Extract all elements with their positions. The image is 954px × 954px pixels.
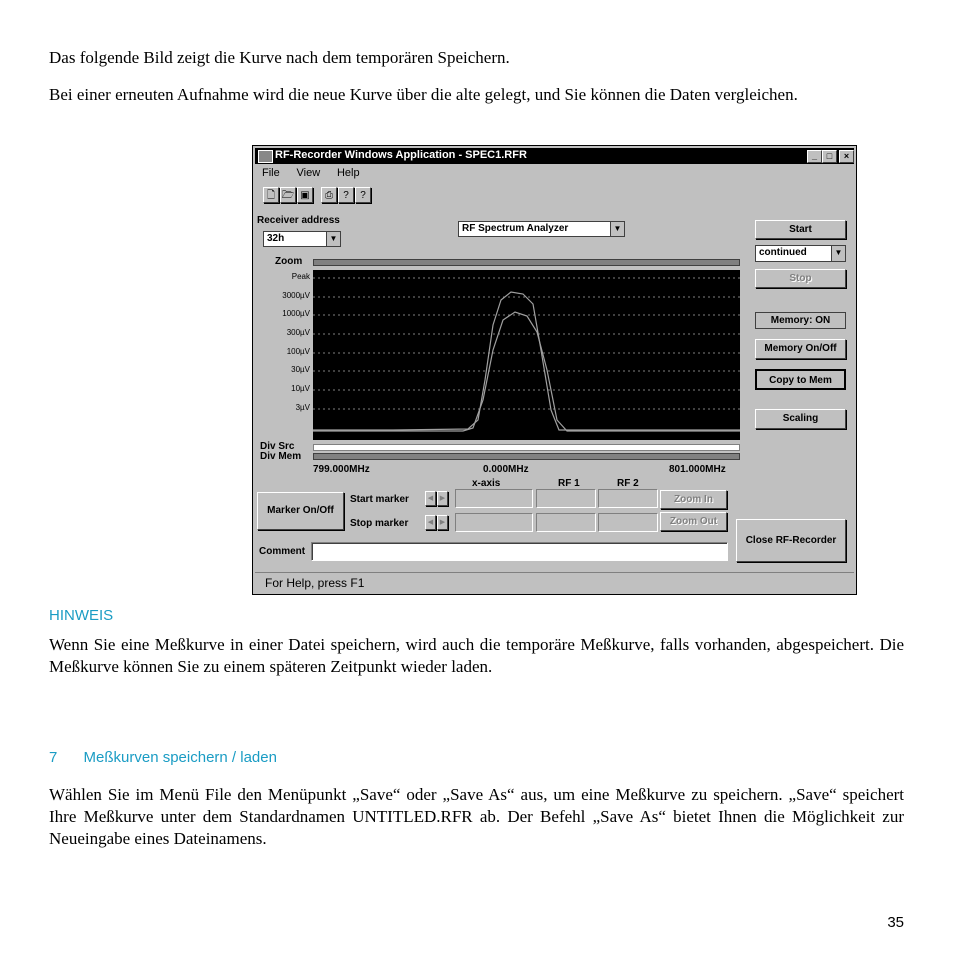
mode-select[interactable] <box>458 221 625 237</box>
chevron-down-icon: ▼ <box>831 246 845 261</box>
menu-help[interactable]: Help <box>336 167 360 179</box>
zoom-in-button[interactable]: Zoom In <box>660 490 727 509</box>
start-marker-xaxis-field[interactable] <box>455 489 533 508</box>
close-window-button[interactable]: × <box>839 150 854 163</box>
close-rf-recorder-button[interactable]: Close RF-Recorder <box>736 519 846 562</box>
x-center-label: 0.000MHz <box>483 464 529 475</box>
memory-status-indicator: Memory: ON <box>755 312 846 329</box>
context-help-icon[interactable]: ? <box>355 187 371 203</box>
y-label-3000: 3000µV <box>282 291 310 300</box>
stop-marker-left-icon[interactable]: ◀ <box>425 515 436 530</box>
menu-view[interactable]: View <box>296 167 321 179</box>
start-marker-label: Start marker <box>350 494 409 505</box>
x-axis-column-label: x-axis <box>472 478 501 489</box>
scaling-button[interactable]: Scaling <box>755 409 846 429</box>
receiver-address-select[interactable] <box>263 231 341 247</box>
receiver-address-value: 32h <box>267 233 285 244</box>
y-label-peak: Peak <box>291 272 310 281</box>
intro-paragraph: Das folgende Bild zeigt die Kurve nach dem temporären Speichern. <box>49 48 510 67</box>
help-icon[interactable]: ? <box>338 187 354 203</box>
memory-on-off-button[interactable]: Memory On/Off <box>755 339 846 359</box>
chevron-down-icon: ▼ <box>326 232 340 246</box>
maximize-button[interactable]: □ <box>822 150 837 163</box>
stop-marker-label: Stop marker <box>350 518 409 529</box>
section-title: Meßkurven speichern / laden <box>83 749 277 766</box>
y-label-300: 300µV <box>286 328 310 337</box>
div-mem-label: Div Mem <box>260 451 302 462</box>
section-number: 7 <box>49 749 58 766</box>
comment-label: Comment <box>259 546 306 557</box>
run-mode-value: continued <box>759 247 807 258</box>
run-mode-select[interactable] <box>755 245 846 262</box>
open-folder-icon[interactable]: 🗁 <box>280 187 296 203</box>
window-title: RF-Recorder Windows Application - SPEC1.RFR <box>275 149 527 161</box>
copy-to-mem-button[interactable]: Copy to Mem <box>755 369 846 390</box>
hinweis-paragraph: Wenn Sie eine Meßkurve in einer Datei speichern, wird auch die temporäre Meßkurve, falls vorhanden, abgespeichert. Die Meßkurve können Sie zu einem späteren Zeitpunkt wieder laden. <box>49 635 904 676</box>
comment-input[interactable] <box>311 542 728 561</box>
title-bar <box>255 148 854 164</box>
print-icon[interactable]: ⎙ <box>321 187 337 203</box>
rf2-column-label: RF 2 <box>617 478 639 489</box>
start-marker-right-icon[interactable]: ▶ <box>437 491 448 506</box>
y-label-3: 3µV <box>295 403 310 412</box>
marker-on-off-button[interactable]: Marker On/Off <box>257 492 344 530</box>
rf1-column-label: RF 1 <box>558 478 580 489</box>
y-label-1000: 1000µV <box>282 309 310 318</box>
overlay-paragraph: Bei einer erneuten Aufnahme wird die neue Kurve über die alte gelegt, und Sie können die Daten vergleichen. <box>49 85 798 104</box>
section-heading <box>49 749 277 766</box>
x-left-label: 799.000MHz <box>313 464 370 475</box>
new-file-icon[interactable]: 🗋 <box>263 187 279 203</box>
receiver-address-label: Receiver address <box>257 215 340 226</box>
start-button[interactable]: Start <box>755 220 846 239</box>
menu-file[interactable]: File <box>262 167 280 179</box>
y-label-30: 30µV <box>291 365 310 374</box>
div-src-bar[interactable] <box>313 444 740 451</box>
status-bar: For Help, press F1 <box>255 572 854 592</box>
stop-marker-rf2-field[interactable] <box>598 513 658 532</box>
start-marker-rf2-field[interactable] <box>598 489 658 508</box>
zoom-out-button[interactable]: Zoom Out <box>660 512 727 531</box>
zoom-label: Zoom <box>275 256 303 267</box>
stop-button[interactable]: Stop <box>755 269 846 288</box>
save-disk-icon[interactable]: ▣ <box>297 187 313 203</box>
plot-background <box>313 270 740 440</box>
minimize-button[interactable]: _ <box>807 150 822 163</box>
start-marker-rf1-field[interactable] <box>536 489 596 508</box>
app-icon <box>258 150 273 163</box>
y-label-100: 100µV <box>286 347 310 356</box>
stop-marker-right-icon[interactable]: ▶ <box>437 515 448 530</box>
rf-recorder-window <box>252 145 857 595</box>
mode-value: RF Spectrum Analyzer <box>462 223 569 234</box>
stop-marker-rf1-field[interactable] <box>536 513 596 532</box>
spectrum-plot <box>313 270 740 440</box>
div-src-label: Div Src <box>260 441 295 452</box>
zoom-bar[interactable] <box>313 259 740 266</box>
stop-marker-xaxis-field[interactable] <box>455 513 533 532</box>
menu-bar <box>262 167 374 179</box>
start-marker-left-icon[interactable]: ◀ <box>425 491 436 506</box>
save-paragraph: Wählen Sie im Menü File den Menüpunkt „Save“ oder „Save As“ aus, um eine Meßkurve zu speichern. „Save“ speichert Ihre Meßkurve unter dem Standardnamen UNTITLED.RFR ab. Der Befehl „Save As“ bietet Ihnen die Möglichkeit zur Neueingabe eines Dateinamens. <box>49 785 904 848</box>
y-label-10: 10µV <box>291 384 310 393</box>
hinweis-heading: HINWEIS <box>49 607 114 624</box>
div-mem-bar[interactable] <box>313 453 740 460</box>
x-right-label: 801.000MHz <box>669 464 726 475</box>
chevron-down-icon: ▼ <box>610 222 624 236</box>
page-number: 35 <box>887 914 904 931</box>
